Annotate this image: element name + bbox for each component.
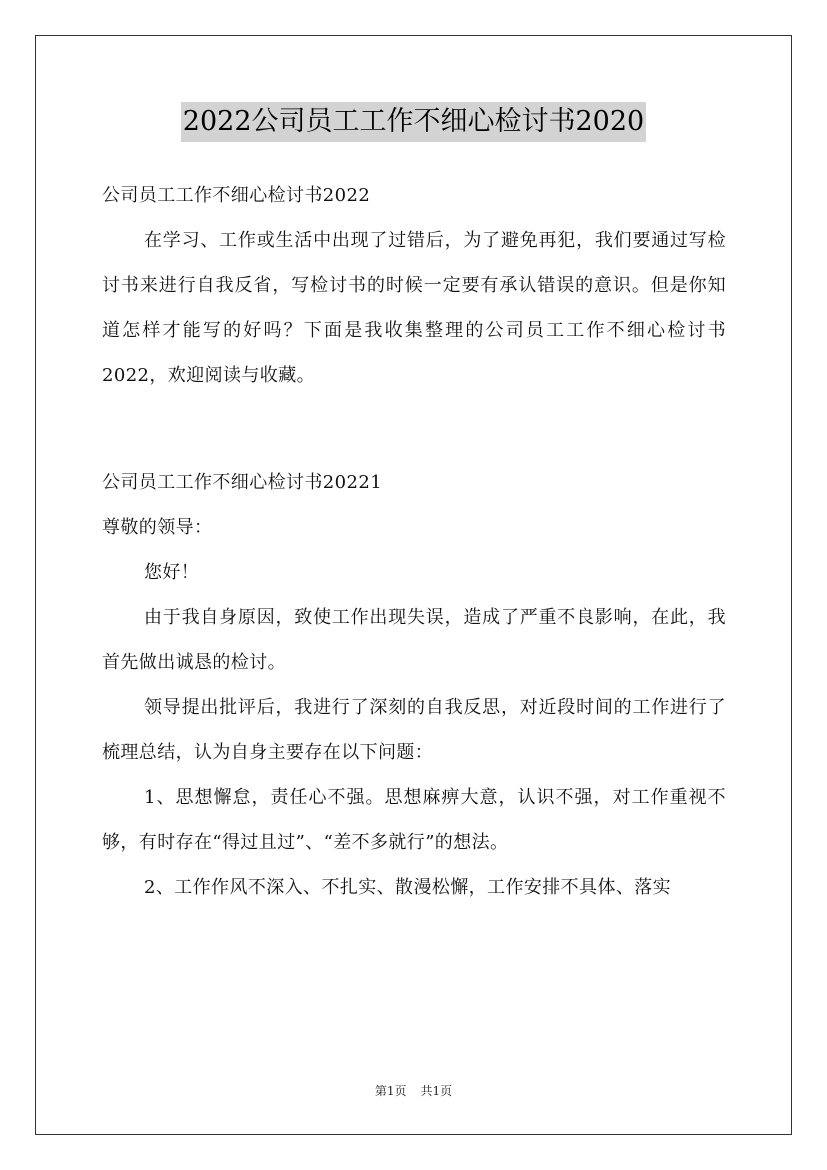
list-item-2: 2、工作作风不深入、不扎实、散漫松懈，工作安排不具体、落实 — [144, 877, 672, 898]
page-total: 共1页 — [420, 1084, 453, 1098]
document-body — [102, 173, 726, 910]
subtitle-line: 公司员工工作不细心检讨书2022 — [102, 185, 371, 206]
list-item-1: 1、思想懈怠，责任心不强。思想麻痹大意，认识不强，对工作重视不够，有时存在“得过且过”、“差不多就行”的想法。 — [102, 787, 726, 853]
body-paragraph: 领导提出批评后，我进行了深刻的自我反思，对近段时间的工作进行了梳理总结，认为自身主要存在以下问题： — [102, 697, 726, 763]
title-container — [0, 102, 827, 142]
body-paragraph: 由于我自身原因，致使工作出现失误，造成了严重不良影响，在此，我首先做出诚恳的检讨。 — [102, 607, 726, 673]
section-heading: 公司员工工作不细心检讨书20221 — [102, 472, 383, 493]
salutation: 尊敬的领导： — [102, 517, 213, 538]
section-gap — [102, 398, 726, 460]
greeting: 您好！ — [144, 562, 200, 583]
document-title: 2022公司员工工作不细心检讨书2020 — [181, 102, 646, 142]
intro-paragraph: 在学习、工作或生活中出现了过错后，为了避免再犯，我们要通过写检讨书来进行自我反省，写检讨书的时候一定要有承认错误的意识。但是你知道怎样才能写的好吗？下面是我收集整理的公司员工工作不细心检讨书2022，欢迎阅读与收藏。 — [102, 230, 726, 386]
page-footer — [0, 1083, 827, 1099]
page-number: 第1页 — [374, 1084, 407, 1098]
